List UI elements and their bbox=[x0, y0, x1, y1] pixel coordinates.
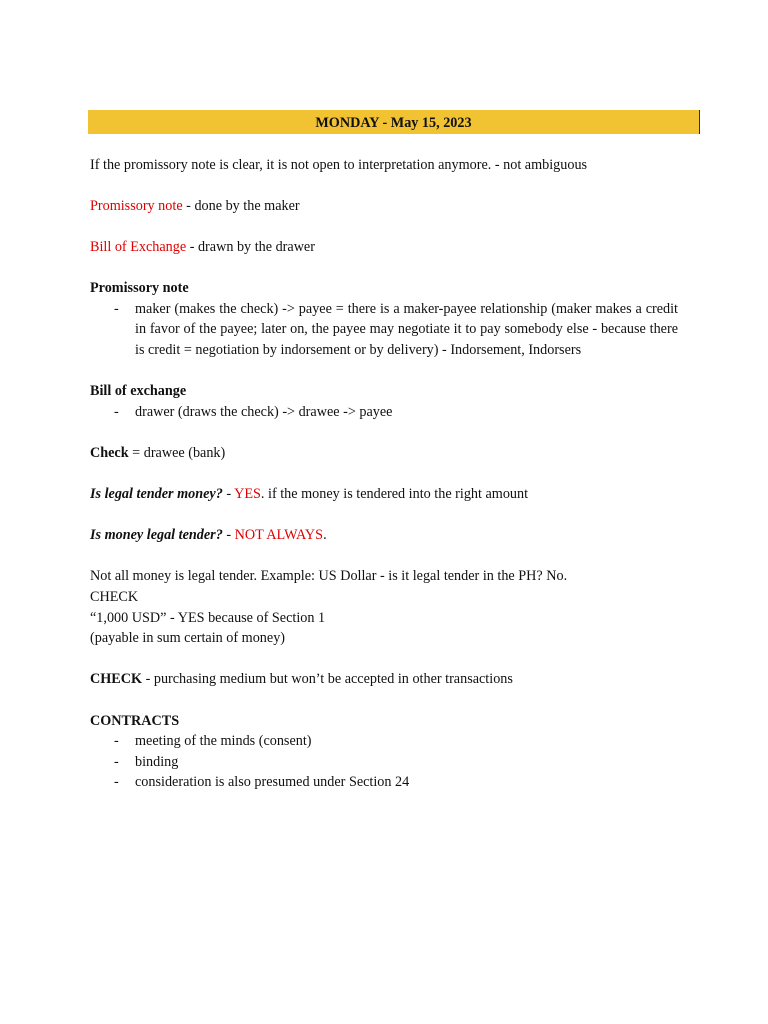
list-item: - consideration is also presumed under Section 24 bbox=[90, 772, 678, 793]
definition-bill bbox=[90, 237, 678, 258]
term-label: Bill of Exchange bbox=[90, 238, 187, 255]
note-line: CHECK bbox=[90, 589, 139, 606]
check-medium-line bbox=[90, 669, 678, 690]
separator: - bbox=[222, 486, 235, 503]
question-text: Is legal tender money? bbox=[90, 486, 223, 503]
note-line: “1,000 USD” - YES because of Section 1 bbox=[90, 609, 326, 626]
date-header: MONDAY - May 15, 2023 bbox=[88, 110, 700, 134]
term-label: CHECK bbox=[90, 671, 143, 688]
question-legal-tender-money bbox=[90, 484, 678, 505]
bill-list bbox=[90, 402, 678, 423]
separator: - bbox=[222, 527, 235, 544]
term-label: Promissory note bbox=[90, 197, 183, 214]
section-heading-contracts: CONTRACTS bbox=[90, 712, 180, 729]
note-line: Not all money is legal tender. Example: US Dollar - is it legal tender in the PH? No. bbox=[90, 568, 568, 585]
term-text: = drawee (bank) bbox=[128, 444, 226, 461]
check-definition bbox=[90, 443, 678, 464]
question-text: Is money legal tender? bbox=[90, 527, 223, 544]
list-item: - meeting of the minds (consent) bbox=[90, 731, 678, 752]
list-item: - drawer (draws the check) -> drawee -> payee bbox=[90, 402, 678, 423]
answer-text: YES bbox=[234, 486, 261, 503]
definition-promissory bbox=[90, 196, 678, 217]
answer-rest: . bbox=[323, 527, 327, 544]
answer-rest: . if the money is tendered into the right amount bbox=[260, 486, 529, 503]
list-item: - maker (makes the check) -> payee = there is a maker-payee relationship (maker makes a credit in favor of the payee; later on, the payee may negotiate it to pay somebody else - because there is credit = negotiation by indorsement or by delivery) - Indorsement, Indorsers bbox=[90, 299, 678, 361]
term-text: - done by the maker bbox=[182, 197, 300, 214]
section-heading-bill: Bill of exchange bbox=[90, 383, 187, 400]
term-label: Check bbox=[90, 444, 129, 461]
document-page bbox=[90, 110, 678, 793]
answer-text: NOT ALWAYS bbox=[234, 527, 324, 544]
contracts-list bbox=[90, 731, 678, 793]
section-heading-promissory: Promissory note bbox=[90, 280, 189, 297]
term-text: - drawn by the drawer bbox=[186, 238, 315, 255]
promissory-list bbox=[90, 299, 678, 361]
list-item: - binding bbox=[90, 752, 678, 773]
note-line: (payable in sum certain of money) bbox=[90, 630, 286, 647]
intro-line: If the promissory note is clear, it is not open to interpretation anymore. - not ambiguous bbox=[90, 156, 588, 173]
term-text: - purchasing medium but won’t be accepted in other transactions bbox=[142, 671, 513, 688]
question-money-legal-tender bbox=[90, 525, 678, 546]
